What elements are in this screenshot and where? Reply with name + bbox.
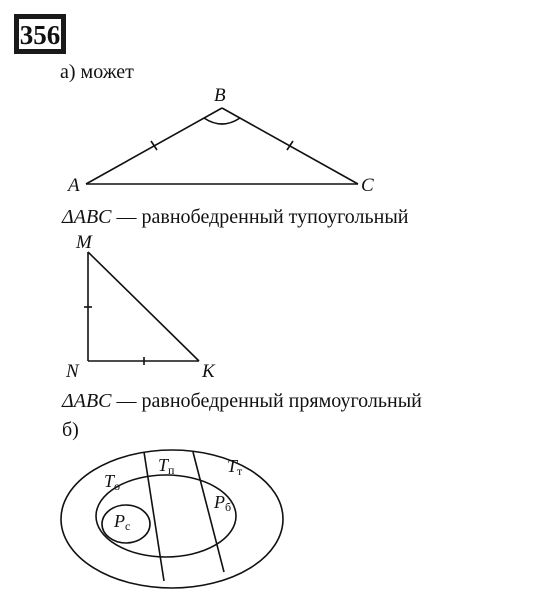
- caption-2-prefix: ΔABC: [62, 390, 112, 412]
- side-mk: [88, 252, 199, 361]
- vertex-c-label: C: [361, 175, 374, 196]
- angle-b-arc: [204, 118, 240, 124]
- caption-triangle-1: [62, 206, 408, 228]
- vertex-n-label: N: [66, 361, 79, 382]
- label-tt: Tт: [227, 456, 243, 478]
- caption-2-text: — равнобедренный прямоугольный: [116, 390, 422, 412]
- caption-1-prefix: ΔABC: [62, 206, 112, 228]
- diagram-labels: [104, 455, 243, 533]
- label-tp: Tп: [158, 455, 175, 477]
- vertex-b-label: B: [214, 85, 226, 106]
- caption-triangle-2: [62, 390, 422, 412]
- vertex-m-label: M: [76, 232, 92, 253]
- part-b-label: б): [62, 419, 79, 441]
- label-pb: Pб: [214, 492, 232, 514]
- vertex-k-label: K: [202, 361, 215, 382]
- caption-1-text: — равнобедренный тупоугольный: [116, 206, 409, 228]
- problem-number: 356: [16, 16, 64, 52]
- label-to: Tо: [104, 471, 121, 493]
- triangle-abc: [86, 108, 358, 184]
- band-line-right: [193, 452, 224, 572]
- part-a-label: а) может: [60, 61, 134, 83]
- triangle-mnk: [84, 252, 199, 365]
- vertex-a-label: A: [68, 175, 80, 196]
- label-pc: Pс: [114, 511, 131, 533]
